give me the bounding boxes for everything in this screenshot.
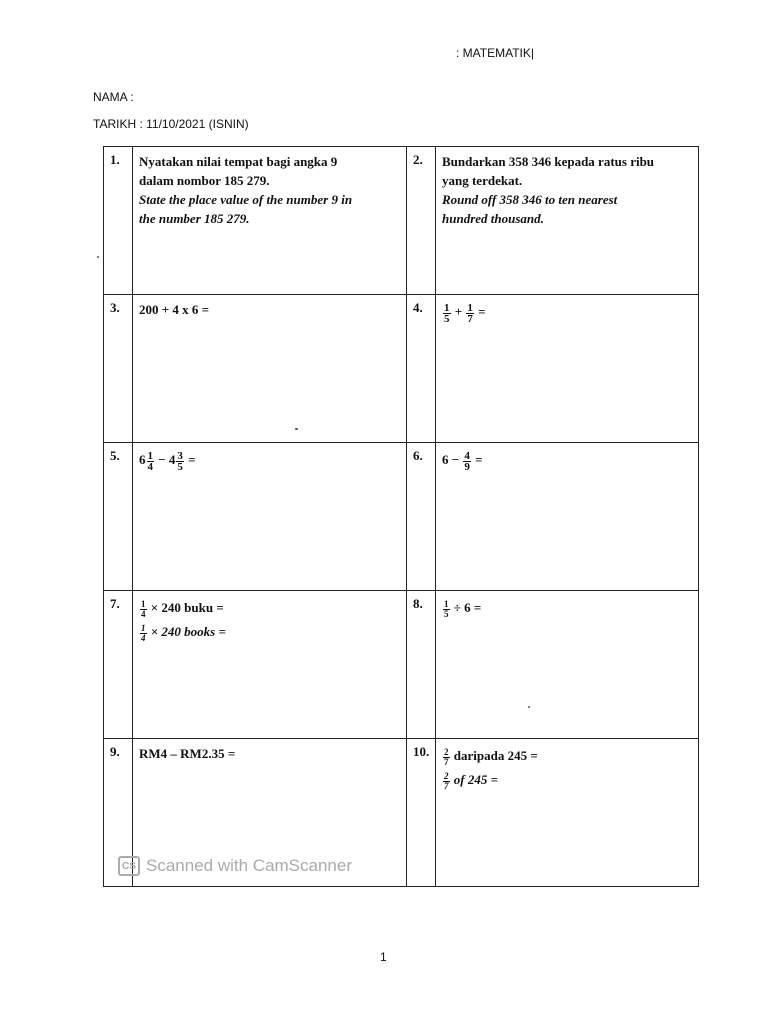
question-number: 10. xyxy=(407,739,436,887)
question-8 xyxy=(436,591,699,739)
camscanner-watermark xyxy=(118,856,352,876)
fraction: $\frac{1}{5}$ xyxy=(444,598,449,619)
question-number: 8. xyxy=(407,591,436,739)
question-number: 1. xyxy=(104,147,133,295)
scan-speck xyxy=(528,706,530,708)
question-5 xyxy=(133,443,407,591)
watermark-text: Scanned with CamScanner xyxy=(146,856,353,875)
table-row xyxy=(104,295,699,443)
question-number: 7. xyxy=(104,591,133,739)
question-text-en: State the place value of the number 9 in xyxy=(139,192,353,207)
question-expression: RM4 – RM2.35 = xyxy=(139,746,236,761)
question-number: 9. xyxy=(104,739,133,887)
question-text-bm: Bundarkan 358 346 kepada ratus ribu xyxy=(442,154,655,169)
question-expression: 6 $\frac{1}{4}$ − 4 $\frac{3}{5}$ = xyxy=(139,449,196,473)
question-text-en: the number 185 279. xyxy=(139,211,250,226)
fraction: $\frac{3}{5}$ xyxy=(177,449,183,473)
question-expression: $\frac{1}{5}$ ÷ 6 = xyxy=(444,598,482,619)
camscanner-logo-icon: CS xyxy=(118,856,140,876)
fraction: $\frac{1}{5}$ xyxy=(444,301,450,325)
question-6 xyxy=(436,443,699,591)
date-label: TARIKH : 11/10/2021 (ISNIN) xyxy=(93,117,249,131)
question-expression: 200 + 4 x 6 = xyxy=(139,302,210,317)
fraction: $\frac{1}{4}$ xyxy=(141,622,146,643)
question-7 xyxy=(133,591,407,739)
question-10 xyxy=(436,739,699,887)
question-1 xyxy=(133,147,407,295)
question-expression: 6 − $\frac{4}{9}$ = xyxy=(442,449,483,473)
fraction: $\frac{2}{7}$ xyxy=(444,746,449,767)
question-expression-bm: $\frac{2}{7}$ daripada 245 = xyxy=(444,746,538,767)
question-expression-en: $\frac{2}{7}$ of 245 = xyxy=(444,770,498,791)
question-text-bm: yang terdekat. xyxy=(442,173,523,188)
fraction: $\frac{4}{9}$ xyxy=(464,449,470,473)
table-row xyxy=(104,591,699,739)
question-number: 6. xyxy=(407,443,436,591)
question-expression: $\frac{1}{5}$ + $\frac{1}{7}$ = xyxy=(444,301,486,325)
scan-speck xyxy=(97,256,99,258)
question-expression-en: $\frac{1}{4}$ × 240 books = xyxy=(141,622,226,643)
fraction: $\frac{1}{7}$ xyxy=(467,301,473,325)
question-number: 3. xyxy=(104,295,133,443)
question-number: 2. xyxy=(407,147,436,295)
table-row xyxy=(104,443,699,591)
fraction: $\frac{1}{4}$ xyxy=(141,598,146,619)
question-text-bm: dalam nombor 185 279. xyxy=(139,173,270,188)
page-number: 1 xyxy=(380,950,387,964)
question-number: 4. xyxy=(407,295,436,443)
question-expression-bm: $\frac{1}{4}$ × 240 buku = xyxy=(141,598,224,619)
question-3 xyxy=(133,295,407,443)
question-text-en: hundred thousand. xyxy=(442,211,544,226)
question-table xyxy=(103,146,699,887)
fraction: $\frac{1}{4}$ xyxy=(147,449,153,473)
question-text-en: Round off 358 346 to ten nearest xyxy=(442,192,618,207)
fraction: $\frac{2}{7}$ xyxy=(444,770,449,791)
subject-heading: : MATEMATIK| xyxy=(456,46,535,60)
question-text-bm: Nyatakan nilai tempat bagi angka 9 xyxy=(139,154,338,169)
table-row xyxy=(104,147,699,295)
question-4 xyxy=(436,295,699,443)
scan-speck xyxy=(295,428,298,430)
name-label: NAMA : xyxy=(93,90,134,104)
question-number: 5. xyxy=(104,443,133,591)
question-2 xyxy=(436,147,699,295)
worksheet-scan xyxy=(103,146,698,887)
